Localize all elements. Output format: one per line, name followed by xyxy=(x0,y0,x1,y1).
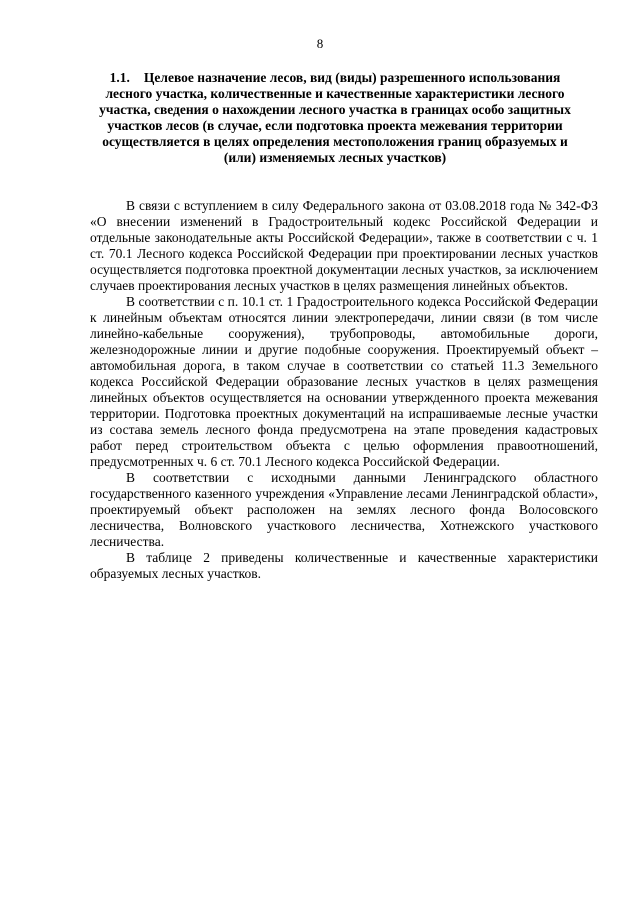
body-text xyxy=(90,198,598,582)
paragraph: В связи с вступлением в силу Федерального закона от 03.08.2018 года № 342-ФЗ «О внесении изменений в Градостроительный кодекс Российской Федерации и отдельные законодательные акты Российской Федерации», также в соответствии с ч. 1 ст. 70.1 Лесного кодекса Российской Федерации при проектировании лесных участков осуществляется подготовка проектной документации лесных участков, за исключением случаев проектирования лесных участков в целях размещения линейных объектов. xyxy=(90,198,598,293)
paragraph: В соответствии с исходными данными Ленинградского областного государственного казенного учреждения «Управление лесами Ленинградской области», проектируемый объект расположен на землях лесного фонда Волосовского лесничества, Волновского участкового лесничества, Хотнежского участкового лесничества. xyxy=(90,470,598,549)
section-number: 1.1. xyxy=(109,70,130,85)
paragraph: В таблице 2 приведены количественные и качественные характеристики образуемых лесных участков. xyxy=(90,550,598,581)
page-number: 8 xyxy=(316,36,324,51)
section-heading xyxy=(90,70,580,166)
paragraph: В соответствии с п. 10.1 ст. 1 Градостроительного кодекса Российской Федерации к линейным объектам относятся линии электропередачи, линии связи (в том числе линейно-кабельные сооружения), трубопроводы, автомобильные дороги, железнодорожные линии и другие подобные сооружения. Проектируемый объект – автомобильная дорога, в таком случае в соответствии со статьей 11.3 Земельного кодекса Российской Федерации образование лесных участков в целях размещения линейных объектов осуществляется на основании утвержденного проекта межевания территории. Подготовка проектных документаций на испрашиваемые лесные участки из состава земель лесного фонда предусмотрена на этапе проведения кадастровых работ перед строительством объекта с целью оформления правоотношений, предусмотренных ч. 6 ст. 70.1 Лесного кодекса Российской Федерации. xyxy=(90,294,598,469)
section-title: Целевое назначение лесов, вид (виды) разрешенного использования лесного участка, количественные и качественные характеристики лесного участка, сведения о нахождении лесного участка в границах особо защитных участков лесов (в случае, если подготовка проекта межевания территории осуществляется в целях определения местоположения границ образуемых и (или) изменяемых лесных участков) xyxy=(99,70,571,165)
